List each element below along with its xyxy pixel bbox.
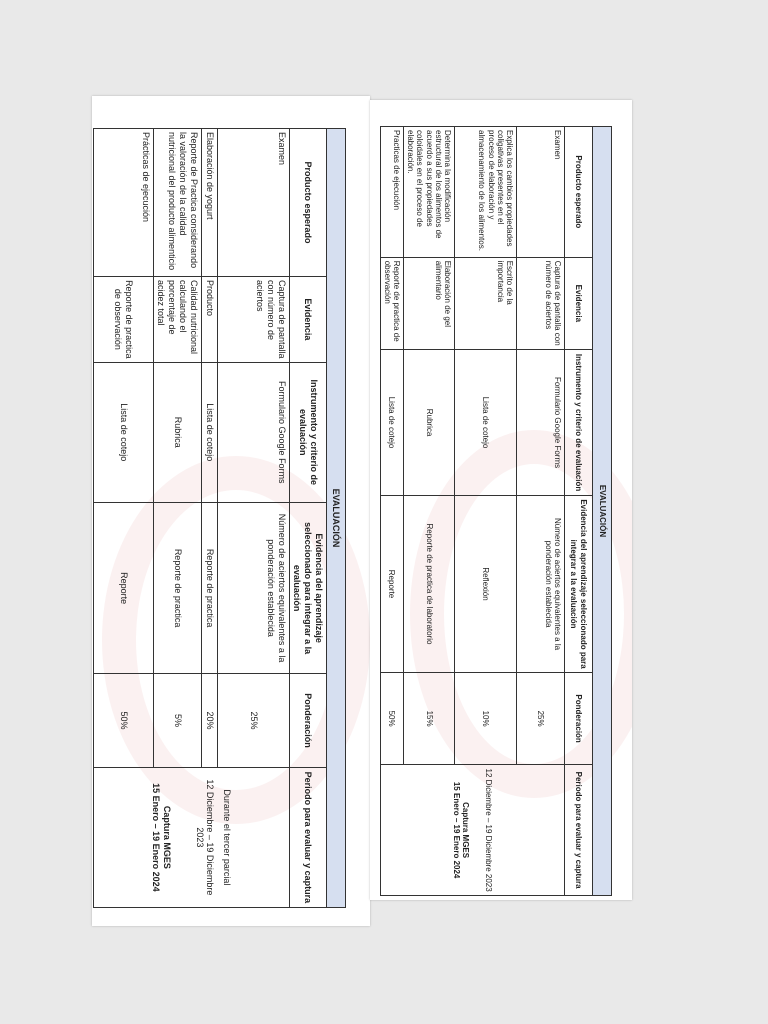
cell-producto: Determina la modificación estructural de los alimentos de acuerdo a sus propiedades coloidales en el proceso de elaboración.: [404, 127, 455, 258]
cell-evidencia-aprendizaje: Reporte de practica de laboratorio: [404, 496, 455, 673]
cell-instrumento: Formulario Google Forms: [517, 349, 565, 495]
cell-producto: Practicas de ejecución: [380, 127, 403, 258]
periodo-line1: 12 Diciembre – 19 Diciembre 2023: [484, 768, 494, 892]
cell-evidencia-aprendizaje: Reflexión: [455, 496, 517, 673]
cell-evidencia-aprendizaje: Reporte: [380, 496, 403, 673]
cell-instrumento: Lista de cotejo: [455, 349, 517, 495]
cell-producto: Reporte de Practica considerando la valoración de la calidad nutricional del producto alimenticio: [153, 129, 201, 277]
cell-producto: Elaboración de yogurt: [201, 129, 217, 277]
cell-ponderacion: 25%: [517, 672, 565, 764]
table-row: [217, 129, 289, 908]
cell-instrumento: Formulario Google Forms: [217, 362, 289, 502]
cell-instrumento: Lista de cotejo: [93, 362, 153, 502]
periodo-line3: Captura MGES: [161, 805, 172, 869]
cell-periodo: [380, 765, 564, 896]
cell-producto: Prácticas de ejecución: [93, 129, 153, 277]
header-evidencia: Evidencia: [565, 257, 593, 349]
header-instrumento: Instrumento y criterio de evaluación: [289, 362, 326, 502]
cell-evidencia-aprendizaje: Reporte: [93, 502, 153, 673]
cell-evidencia: Captura de pantalla con número de aciertos: [217, 277, 289, 363]
periodo-line2: 12 Diciembre – 19 Diciembre 2023: [194, 779, 216, 896]
cell-evidencia: Producto: [201, 277, 217, 363]
header-producto: Producto esperado: [289, 129, 326, 277]
cell-producto: Examen: [517, 127, 565, 258]
cell-instrumento: Rubrica: [153, 362, 201, 502]
cell-evidencia-aprendizaje: Número de aciertos equivalentes a la ponderación establecida: [517, 496, 565, 673]
cell-evidencia: Calidad nutricional calculando el porcentaje de acidez total: [153, 277, 201, 363]
cell-evidencia-aprendizaje: Reporte de practica: [153, 502, 201, 673]
cell-ponderacion: 15%: [404, 672, 455, 764]
header-periodo: Periodo para evaluar y captura: [289, 767, 326, 907]
header-evidencia-aprendizaje: Evidencia del aprendizaje seleccionado para integrar a la evaluación: [289, 502, 326, 673]
header-evidencia: Evidencia: [289, 277, 326, 363]
cell-producto: Examen: [217, 129, 289, 277]
cell-ponderacion: 10%: [455, 672, 517, 764]
right-evaluation-block: [382, 126, 612, 896]
cell-ponderacion: 5%: [153, 674, 201, 767]
cell-ponderacion: 20%: [201, 674, 217, 767]
periodo-line1: Durante el tercer parcial: [222, 789, 233, 886]
cell-ponderacion: 50%: [380, 672, 403, 764]
cell-instrumento: Lista de cotejo: [201, 362, 217, 502]
cell-ponderacion: 25%: [217, 674, 289, 767]
right-evaluation-table: [380, 126, 612, 896]
cell-evidencia-aprendizaje: Número de aciertos equivalentes a la ponderación establecida: [217, 502, 289, 673]
header-producto: Producto esperado: [565, 127, 593, 258]
cell-producto: Explica los cambios propiedades coligativas presentes en el proceso de elaboración y almacenamiento de los alimentos.: [455, 127, 517, 258]
cell-periodo: [93, 767, 289, 907]
left-evaluation-block: [108, 128, 346, 908]
header-periodo: Periodo para evaluar y captura: [565, 765, 593, 896]
table-title: EVALUACIÓN: [593, 127, 612, 896]
cell-evidencia: Escrito de la importancia: [455, 257, 517, 349]
header-ponderacion: Ponderación: [565, 672, 593, 764]
periodo-line3: 15 Enero – 19 Enero 2024: [451, 781, 461, 879]
cell-instrumento: Rubrica: [404, 349, 455, 495]
header-ponderacion: Ponderación: [289, 674, 326, 767]
table-row: [517, 127, 565, 896]
cell-instrumento: Lista de cotejo: [380, 349, 403, 495]
cell-ponderacion: 50%: [93, 674, 153, 767]
periodo-line4: 15 Enero – 19 Enero 2024: [150, 783, 161, 892]
cell-evidencia: Reporte de practica de observación: [93, 277, 153, 363]
periodo-line2: Captura MGES: [460, 802, 470, 859]
cell-evidencia-aprendizaje: Reporte de practica: [201, 502, 217, 673]
cell-evidencia: Reporte de practica de observación: [380, 257, 403, 349]
cell-evidencia: Elaboración de gel alimentario: [404, 257, 455, 349]
header-evidencia-aprendizaje: Evidencia del aprendizaje seleccionado para integrar a la evaluación: [565, 496, 593, 673]
header-instrumento: Instrumento y criterio de evaluación: [565, 349, 593, 495]
table-title: EVALUACIÓN: [327, 129, 346, 908]
cell-evidencia: Captura de pantalla con número de aciertos: [517, 257, 565, 349]
left-evaluation-table: [93, 128, 346, 908]
